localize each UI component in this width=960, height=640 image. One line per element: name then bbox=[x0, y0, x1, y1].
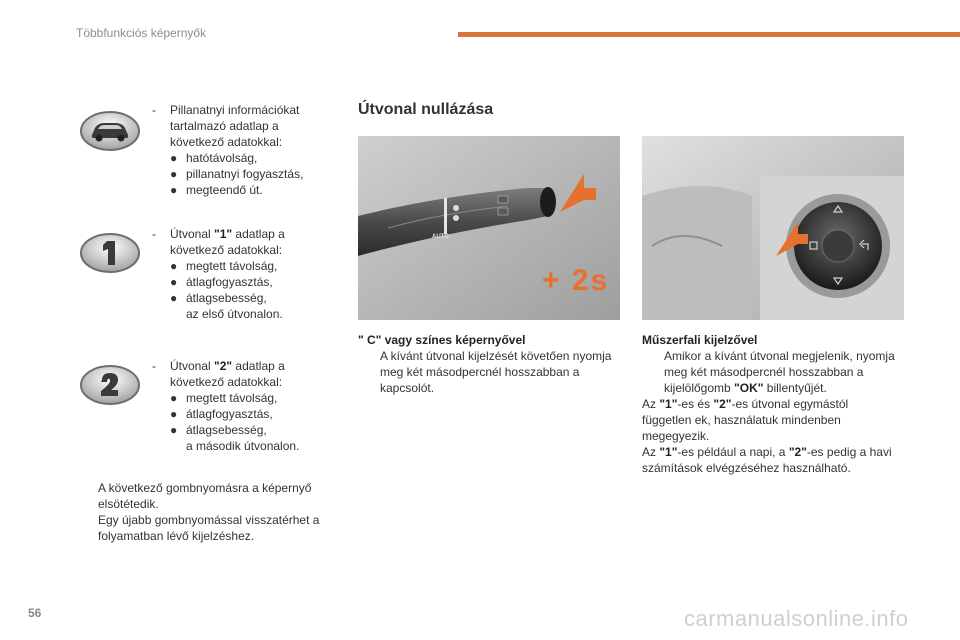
section-title: Útvonal nullázása bbox=[358, 101, 494, 118]
caption-heading: Műszerfali kijelzővel bbox=[642, 333, 758, 347]
text-line: kijelölőgomb bbox=[664, 381, 735, 395]
list-item: hatótávolság, bbox=[186, 151, 258, 165]
dashboard-control-photo bbox=[642, 136, 904, 320]
dash: - bbox=[152, 103, 156, 117]
text-line: -es például a napi, a bbox=[677, 445, 789, 459]
text-line: Útvonal bbox=[170, 227, 215, 241]
bullet-dot: ● bbox=[170, 167, 178, 181]
list-item: átlagsebesség, bbox=[186, 291, 267, 305]
list-item: megtett távolság, bbox=[186, 391, 278, 405]
screen-off-note bbox=[78, 480, 348, 544]
bullet-dot: ● bbox=[170, 259, 178, 273]
text-line: következő adatokkal: bbox=[170, 243, 283, 257]
trip-number-bold: "2" bbox=[214, 359, 233, 373]
text-line: adatlap a bbox=[232, 359, 285, 373]
text-line: következő adatokkal: bbox=[170, 135, 283, 149]
list-item: pillanatnyi fogyasztás, bbox=[186, 167, 304, 181]
auto-label: AUTO bbox=[432, 234, 449, 240]
text-line: kapcsolót. bbox=[380, 381, 435, 395]
dash: - bbox=[152, 227, 156, 241]
list-item: megteendő út. bbox=[186, 183, 263, 197]
color-screen-caption bbox=[358, 332, 624, 396]
trip-number-bold: "1" bbox=[214, 227, 233, 241]
list-item: átlagfogyasztás, bbox=[186, 407, 273, 421]
trip-number-bold: "1" bbox=[659, 397, 678, 411]
trip-number-bold: "1" bbox=[659, 445, 678, 459]
caption-heading: " C" vagy színes képernyővel bbox=[358, 333, 526, 347]
text-line: Egy újabb gombnyomással visszatérhet a bbox=[98, 513, 320, 527]
text-line: -es és bbox=[677, 397, 714, 411]
bullet-dot: ● bbox=[170, 407, 178, 421]
trip-1-block bbox=[152, 226, 352, 322]
text-line: az első útvonalon. bbox=[186, 307, 283, 321]
text-line: meg két másodpercnél hosszabban a bbox=[664, 365, 864, 379]
text-line: következő adatokkal: bbox=[170, 375, 283, 389]
car-info-block bbox=[152, 102, 352, 198]
text-line: meg két másodpercnél hosszabban a bbox=[380, 365, 580, 379]
text-line: Az bbox=[642, 397, 660, 411]
text-line: Az bbox=[642, 445, 660, 459]
watermark: carmanualsonline.info bbox=[684, 606, 909, 631]
trip-2-block bbox=[152, 358, 352, 454]
text-line: tartalmazó adatlap a bbox=[170, 119, 279, 133]
list-item: megtett távolság, bbox=[186, 259, 278, 273]
page-number: 56 bbox=[28, 606, 42, 620]
trip-number-bold: "2" bbox=[788, 445, 807, 459]
bullet-dot: ● bbox=[170, 423, 178, 437]
list-item: átlagfogyasztás, bbox=[186, 275, 273, 289]
control-pad-illustration bbox=[642, 136, 904, 320]
dash: - bbox=[152, 359, 156, 373]
text-line: A következő gombnyomásra a képernyő bbox=[98, 481, 312, 495]
text-line: Útvonal bbox=[170, 359, 215, 373]
text-line: elsötétedik. bbox=[98, 497, 159, 511]
text-line: A kívánt útvonal kijelzését követően nyomja bbox=[380, 349, 612, 363]
hold-duration-label: + 2s bbox=[542, 264, 610, 297]
trip-2-icon bbox=[80, 364, 140, 406]
bullet-dot: ● bbox=[170, 183, 178, 197]
bullet-dot: ● bbox=[170, 291, 178, 305]
text-line: a második útvonalon. bbox=[186, 439, 300, 453]
text-line: megegyezik. bbox=[642, 429, 710, 443]
bullet-dot: ● bbox=[170, 151, 178, 165]
text-line: független ek, használatuk mindenben bbox=[642, 413, 841, 427]
header-title: Többfunkciós képernyők bbox=[76, 26, 207, 40]
text-line: adatlap a bbox=[232, 227, 285, 241]
trip-1-icon bbox=[80, 232, 140, 274]
list-item: átlagsebesség, bbox=[186, 423, 267, 437]
ok-key-label: "OK" bbox=[734, 381, 764, 395]
text-line: számítások elvégzéséhez használható. bbox=[642, 461, 851, 475]
text-line: Pillanatnyi információkat bbox=[170, 103, 300, 117]
text-line: -es útvonal egymástól bbox=[731, 397, 849, 411]
stalk-photo bbox=[358, 136, 620, 320]
text-line: Amikor a kívánt útvonal megjelenik, nyomja bbox=[664, 349, 895, 363]
text-line: -es pedig a havi bbox=[806, 445, 892, 459]
dashboard-display-caption bbox=[642, 332, 912, 476]
text-line: folyamatban lévő kijelzéshez. bbox=[98, 529, 255, 543]
bullet-dot: ● bbox=[170, 275, 178, 289]
car-icon bbox=[80, 110, 140, 152]
header-accent-bar bbox=[458, 32, 960, 37]
bullet-dot: ● bbox=[170, 391, 178, 405]
text-line: billentyűjét. bbox=[763, 381, 827, 395]
trip-number-bold: "2" bbox=[713, 397, 732, 411]
